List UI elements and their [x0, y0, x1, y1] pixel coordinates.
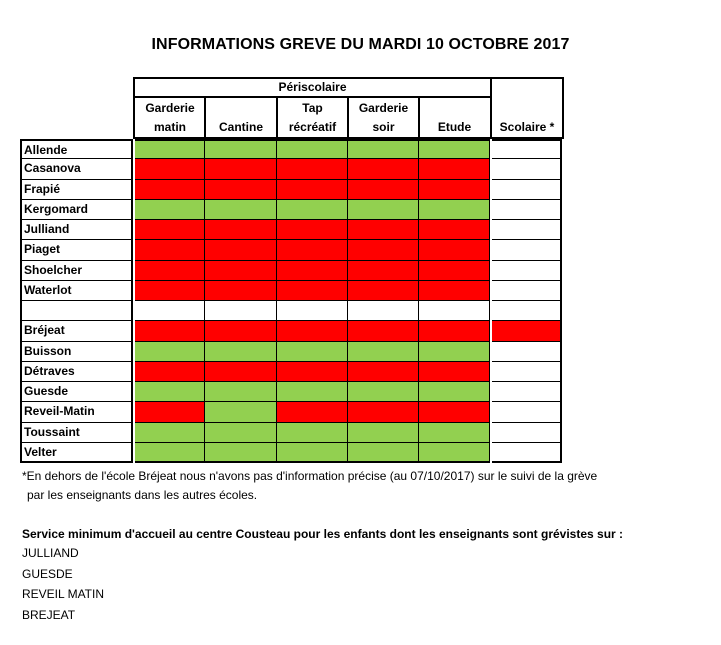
column-header-separator [347, 97, 349, 139]
school-name: Casanova [20, 159, 133, 179]
service-school-item: REVEIL MATIN [22, 587, 105, 601]
status-cell-green [419, 200, 490, 220]
status-cell-red [277, 240, 348, 260]
status-cell-red [419, 402, 490, 422]
school-name: Guesde [20, 382, 133, 402]
column-header-line2: soir [372, 120, 395, 134]
school-name: Reveil-Matin [20, 402, 133, 422]
status-cell-green [205, 402, 277, 422]
school-name: Allende [20, 139, 133, 159]
status-cell-red [348, 180, 419, 200]
status-cell-green [348, 342, 419, 362]
status-cell-white [492, 220, 562, 240]
column-header-line2: Etude [437, 120, 472, 134]
status-cell-green [277, 382, 348, 402]
column-header-line1 [419, 99, 490, 118]
column-header-separator [276, 97, 278, 139]
status-cell-green [205, 423, 277, 443]
status-cell-red [419, 180, 490, 200]
status-cell-white [492, 261, 562, 281]
column-header-1 [205, 99, 277, 137]
service-school-item: JULLIAND [22, 546, 79, 560]
status-cell-red [277, 159, 348, 179]
status-cell-red [492, 321, 562, 341]
status-cell-red [135, 261, 205, 281]
status-cell-red [277, 362, 348, 382]
status-cell-green [135, 139, 205, 159]
school-name: Julliand [20, 220, 133, 240]
status-cell-red [277, 261, 348, 281]
status-cell-red [205, 261, 277, 281]
school-name: Bréjeat [20, 321, 133, 341]
status-cell-red [135, 220, 205, 240]
column-header-separator [418, 97, 420, 139]
footnote-line-1: *En dehors de l'école Bréjeat nous n'avons pas d'information précise (au 07/10/2017) sur le suivi de la grève [22, 469, 598, 483]
status-cell-red [419, 240, 490, 260]
status-cell-red [348, 240, 419, 260]
status-cell-red [348, 159, 419, 179]
page-title: INFORMATIONS GREVE DU MARDI 10 OCTOBRE 2017 [151, 36, 570, 53]
status-cell-red [348, 362, 419, 382]
column-header-line1: Garderie [145, 101, 195, 115]
status-cell-green [348, 423, 419, 443]
school-name: Waterlot [20, 281, 133, 301]
status-cell-red [348, 261, 419, 281]
status-cell-red [135, 240, 205, 260]
status-cell-green [419, 139, 490, 159]
status-cell-green [419, 342, 490, 362]
status-cell-red [419, 220, 490, 240]
status-cell-red [135, 321, 205, 341]
status-cell-green [419, 423, 490, 443]
status-cell-red [419, 261, 490, 281]
status-cell-red [348, 321, 419, 341]
school-name: Kergomard [20, 200, 133, 220]
status-cell-green [135, 423, 205, 443]
status-cell-green [277, 342, 348, 362]
service-minimum-title: Service minimum d'accueil au centre Cousteau pour les enfants dont les enseignants sont grévistes sur : [22, 527, 624, 541]
status-cell-white [492, 342, 562, 362]
status-cell-green [205, 443, 277, 463]
column-header-line1: Tap [302, 101, 323, 115]
status-cell-green [135, 200, 205, 220]
status-cell-white [492, 281, 562, 301]
status-cell-red [348, 220, 419, 240]
school-name [20, 301, 133, 321]
column-header-line1 [205, 99, 277, 118]
column-header-0 [135, 99, 205, 137]
status-cell-red [277, 402, 348, 422]
status-cell-red [135, 180, 205, 200]
status-cell-green [277, 443, 348, 463]
status-cell-green [205, 342, 277, 362]
status-cell-red [135, 159, 205, 179]
status-cell-red [348, 281, 419, 301]
status-cell-white [492, 402, 562, 422]
status-cell-white [348, 301, 419, 321]
status-cell-white [492, 180, 562, 200]
status-cell-white [492, 362, 562, 382]
status-cell-green [348, 139, 419, 159]
school-name: Velter [20, 443, 133, 463]
status-cell-green [277, 423, 348, 443]
status-cell-red [277, 321, 348, 341]
status-cell-red [205, 159, 277, 179]
status-cell-green [205, 139, 277, 159]
status-cell-white [135, 301, 205, 321]
status-cell-white [492, 423, 562, 443]
periscolaire-header-label: Périscolaire [278, 80, 347, 94]
status-cell-red [205, 281, 277, 301]
status-cell-red [205, 240, 277, 260]
status-cell-red [205, 220, 277, 240]
status-cell-white [492, 139, 562, 159]
status-cell-white [277, 301, 348, 321]
status-cell-red [135, 402, 205, 422]
status-cell-white [205, 301, 277, 321]
status-cell-red [205, 362, 277, 382]
service-school-item: BREJEAT [22, 607, 76, 622]
status-cell-white [492, 443, 562, 463]
status-cell-red [205, 180, 277, 200]
school-name: Frapié [20, 180, 133, 200]
status-cell-red [135, 281, 205, 301]
school-name: Toussaint [20, 423, 133, 443]
status-cell-red [419, 362, 490, 382]
status-cell-green [348, 200, 419, 220]
school-name: Détraves [20, 362, 133, 382]
status-cell-green [205, 382, 277, 402]
column-header-separator [204, 97, 206, 139]
status-cell-white [492, 200, 562, 220]
column-header-line2: Cantine [218, 120, 263, 134]
footnote-line-2: par les enseignants dans les autres écoles. [27, 488, 258, 502]
status-cell-green [277, 200, 348, 220]
status-cell-red [348, 402, 419, 422]
status-cell-white [492, 382, 562, 402]
status-cell-green [135, 382, 205, 402]
status-cell-red [419, 321, 490, 341]
status-cell-green [135, 443, 205, 463]
status-cell-green [348, 382, 419, 402]
column-header-4 [419, 99, 490, 137]
scolaire-header-label: Scolaire * [499, 120, 555, 134]
column-header-line2: récréatif [288, 120, 337, 134]
status-cell-red [205, 321, 277, 341]
status-cell-red [135, 362, 205, 382]
status-cell-green [277, 139, 348, 159]
status-cell-red [277, 180, 348, 200]
status-cell-red [277, 281, 348, 301]
status-cell-white [419, 301, 490, 321]
column-header-3 [348, 99, 419, 137]
column-header-2 [277, 99, 348, 137]
status-cell-green [419, 382, 490, 402]
status-cell-red [277, 220, 348, 240]
status-cell-green [205, 200, 277, 220]
school-name: Buisson [20, 342, 133, 362]
column-header-line2: matin [153, 120, 186, 134]
school-name: Piaget [20, 240, 133, 260]
status-cell-white [492, 159, 562, 179]
status-cell-green [419, 443, 490, 463]
column-header-line1: Garderie [358, 101, 409, 115]
school-name: Shoelcher [20, 261, 133, 281]
status-cell-red [419, 159, 490, 179]
status-cell-white [492, 240, 562, 260]
service-school-item: GUESDE [22, 566, 73, 581]
periscolaire-header-divider [133, 96, 492, 98]
status-cell-green [135, 342, 205, 362]
status-cell-green [348, 443, 419, 463]
status-cell-red [419, 281, 490, 301]
status-cell-white [492, 301, 562, 321]
